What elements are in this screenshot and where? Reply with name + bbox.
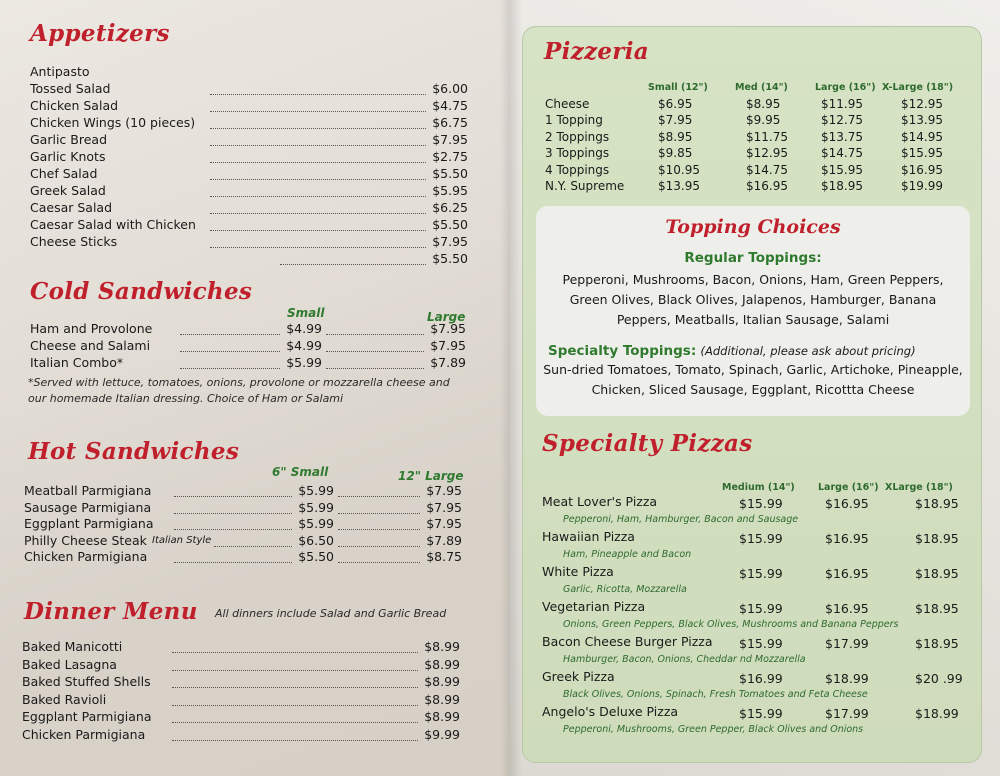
regular-toppings-line2: Green Olives, Black Olives, Jalapenos, Hamburger, Banana xyxy=(569,292,937,307)
dot-leader xyxy=(210,83,426,95)
specialty-pizza-description: Pepperoni, Ham, Hamburger, Bacon and Sausage xyxy=(563,514,799,525)
specialty-pizza-description: Garlic, Ricotta, Mozzarella xyxy=(563,584,687,595)
specialty-toppings-note: (Additional, please ask about pricing) xyxy=(700,344,916,358)
cold-sandwiches-row xyxy=(30,321,466,337)
specialty-pizza-name: Vegetarian Pizza xyxy=(542,599,646,614)
dot-leader xyxy=(326,323,424,335)
small-price: $5.99 xyxy=(298,516,334,531)
appetizers-heading: Appetizers xyxy=(30,20,170,47)
appetizer-row xyxy=(30,115,468,131)
dinner-name: Baked Stuffed Shells xyxy=(22,674,151,689)
dot-leader xyxy=(174,502,292,514)
specialty-pizza-price: $16.95 xyxy=(825,531,869,546)
appetizer-row xyxy=(30,149,468,165)
large-price: $7.95 xyxy=(426,499,462,515)
cold-note-line2: our homemade Italian dressing. Choice of Ham or Salami xyxy=(28,392,344,405)
cold-sandwiches-name: Cheese and Salami xyxy=(30,338,151,353)
appetizer-row xyxy=(30,64,468,80)
hot-col-small: 6" Small xyxy=(272,465,329,479)
hot-sandwiches-row xyxy=(24,516,462,532)
pizza-price: $14.75 xyxy=(746,162,788,177)
large-price: $7.95 xyxy=(430,338,466,353)
dot-leader xyxy=(210,134,426,146)
hot-sandwiches-row xyxy=(24,483,462,499)
dinner-note: All dinners include Salad and Garlic Bread xyxy=(215,607,447,620)
pizza-row-name: N.Y. Supreme xyxy=(545,179,625,193)
dinner-price: $8.99 xyxy=(424,674,460,689)
dinner-price: $8.99 xyxy=(424,656,460,672)
cold-sandwiches-name: Italian Combo* xyxy=(30,355,124,370)
dot-leader xyxy=(210,219,426,231)
cold-col-small: Small xyxy=(287,306,325,320)
cold-sandwiches-name: Ham and Provolone xyxy=(30,321,153,336)
appetizer-name: Chicken Salad xyxy=(30,98,119,113)
pizza-price: $14.95 xyxy=(901,129,943,144)
specialty-toppings-header xyxy=(548,343,916,359)
appetizer-row xyxy=(30,251,468,267)
appetizer-name: Chef Salad xyxy=(30,166,98,181)
pizzeria-row xyxy=(545,145,957,161)
hot-sandwiches-row xyxy=(24,549,462,565)
dot-leader xyxy=(210,168,426,180)
cold-sandwiches-row xyxy=(30,338,466,354)
dot-leader xyxy=(172,729,418,741)
specialty-pizza-price: $18.99 xyxy=(825,671,869,686)
large-price: $7.95 xyxy=(426,516,462,531)
pizza-row-name: 3 Toppings xyxy=(545,146,610,161)
appetizer-price: $6.75 xyxy=(432,115,468,130)
topping-choices-heading: Topping Choices xyxy=(665,216,841,238)
pizza-price: $18.95 xyxy=(821,179,863,193)
pizza-price: $15.95 xyxy=(821,162,863,177)
dot-leader xyxy=(180,357,280,369)
regular-toppings-line1: Pepperoni, Mushrooms, Bacon, Onions, Ham, Green Peppers, xyxy=(562,272,944,287)
pizzeria-row xyxy=(545,162,957,178)
pizza-price: $8.95 xyxy=(746,97,781,111)
specialty-pizza-price: $18.99 xyxy=(915,706,959,721)
dinner-price: $8.99 xyxy=(424,709,460,724)
specialty-pizza-price: $20 .99 xyxy=(915,671,963,686)
appetizer-name: Chicken Wings (10 pieces) xyxy=(30,115,196,130)
specialty-pizza-price: $15.99 xyxy=(739,566,783,581)
dinner-name: Eggplant Parmigiana xyxy=(22,709,152,724)
specialty-pizza-name: Hawaiian Pizza xyxy=(542,529,635,544)
specialty-pizza-price: $18.95 xyxy=(915,566,959,581)
pizza-price: $12.75 xyxy=(821,113,863,128)
pizza-price: $13.75 xyxy=(821,129,863,144)
pizza-price: $9.85 xyxy=(658,146,693,161)
appetizer-price: $7.95 xyxy=(432,132,468,147)
specialty-pizza-name: Meat Lover's Pizza xyxy=(542,494,658,509)
pizzeria-size-header: Small (12") xyxy=(648,82,708,93)
dot-leader xyxy=(210,236,426,248)
small-price: $5.99 xyxy=(298,483,334,498)
specialty-pizza-name: Bacon Cheese Burger Pizza xyxy=(542,634,713,649)
specialty-pizza-price: $15.99 xyxy=(739,706,783,721)
dinner-row xyxy=(22,639,460,655)
dot-leader xyxy=(280,253,426,265)
appetizer-name: Tossed Salad xyxy=(30,81,111,96)
hot-sandwiches-name: Eggplant Parmigiana xyxy=(24,516,154,531)
small-price: $4.99 xyxy=(286,338,322,353)
specialty-pizza-price: $15.99 xyxy=(739,531,783,546)
dinner-price: $8.99 xyxy=(424,691,460,707)
appetizer-price: $7.95 xyxy=(432,234,468,249)
dot-leader xyxy=(172,711,418,723)
pizza-price: $8.95 xyxy=(658,129,693,144)
pizzeria-row xyxy=(545,178,957,194)
small-price: $6.50 xyxy=(298,532,334,548)
appetizer-name: Garlic Bread xyxy=(30,132,108,147)
pizzeria-row xyxy=(545,112,957,128)
specialty-pizza-description: Onions, Green Peppers, Black Olives, Mushrooms and Banana Peppers xyxy=(563,619,899,630)
dot-leader xyxy=(172,659,418,671)
pizzeria-size-header: Med (14") xyxy=(735,82,788,93)
dot-leader xyxy=(210,185,426,197)
cold-sandwiches-heading: Cold Sandwiches xyxy=(30,278,253,305)
large-price: $7.95 xyxy=(430,321,466,336)
dot-leader xyxy=(180,340,280,352)
dinner-name: Baked Lasagna xyxy=(22,656,117,672)
pizza-row-name: 1 Topping xyxy=(545,113,603,128)
dinner-name: Chicken Parmigiana xyxy=(22,726,146,742)
pizza-price: $9.95 xyxy=(746,113,781,128)
pizza-row-name: 4 Toppings xyxy=(545,162,610,177)
specialty-pizza-name: Greek Pizza xyxy=(542,669,615,684)
pizza-price: $6.95 xyxy=(658,97,693,111)
pizza-price: $11.95 xyxy=(821,97,863,111)
hot-sandwiches-heading: Hot Sandwiches xyxy=(28,438,240,465)
large-price: $7.95 xyxy=(426,483,462,498)
specialty-pizza-name: White Pizza xyxy=(542,564,614,579)
appetizer-row xyxy=(30,217,468,233)
pizzeria-row xyxy=(545,96,957,112)
pizza-price: $13.95 xyxy=(658,179,700,193)
specialty-pizza-price: $15.99 xyxy=(739,636,783,651)
appetizer-price: $5.50 xyxy=(432,166,468,181)
dot-leader xyxy=(338,551,420,563)
pizza-price: $14.75 xyxy=(821,146,863,161)
pizza-price: $7.95 xyxy=(658,113,693,128)
small-price: $5.99 xyxy=(286,355,322,370)
hot-sandwiches-name: Philly Cheese Steak xyxy=(24,532,147,548)
specialty-pizza-price: $18.95 xyxy=(915,496,959,511)
specialty-pizza-price: $17.99 xyxy=(825,636,869,651)
dinner-name: Baked Manicotti xyxy=(22,639,123,654)
specialty-pizza-price: $15.99 xyxy=(739,601,783,616)
small-price: $4.99 xyxy=(286,321,322,336)
appetizer-name: Caesar Salad with Chicken xyxy=(30,217,196,232)
specialty-pizza-price: $18.95 xyxy=(915,636,959,651)
specialty-pizzas-heading: Specialty Pizzas xyxy=(542,430,753,457)
appetizer-row xyxy=(30,166,468,182)
appetizer-name: Antipasto xyxy=(30,64,90,79)
specialty-size-header: Large (16") xyxy=(818,482,879,493)
specialty-pizza-price: $16.95 xyxy=(825,601,869,616)
specialty-toppings-line1: Sun-dried Tomatoes, Tomato, Spinach, Garlic, Artichoke, Pineapple, xyxy=(543,362,963,377)
specialty-pizza-price: $16.95 xyxy=(825,496,869,511)
regular-toppings-label: Regular Toppings: xyxy=(684,250,822,266)
dot-leader xyxy=(174,485,292,497)
pizza-price: $19.99 xyxy=(901,179,943,193)
pizza-price: $16.95 xyxy=(901,162,943,177)
dot-leader xyxy=(174,518,292,530)
dot-leader xyxy=(338,535,420,547)
dinner-row xyxy=(22,709,460,725)
page-fold xyxy=(500,0,522,776)
specialty-pizza-price: $16.95 xyxy=(825,566,869,581)
appetizer-price: $5.95 xyxy=(432,183,468,198)
pizza-price: $12.95 xyxy=(746,146,788,161)
specialty-pizza-price: $15.99 xyxy=(739,496,783,511)
specialty-pizza-description: Hamburger, Bacon, Onions, Cheddar nd Mozzarella xyxy=(563,654,806,665)
pizza-price: $13.95 xyxy=(901,113,943,128)
hot-sandwiches-row xyxy=(24,500,462,516)
pizza-price: $15.95 xyxy=(901,146,943,161)
dot-leader xyxy=(172,694,418,706)
hot-col-large: 12" Large xyxy=(398,469,464,483)
dot-leader xyxy=(326,340,424,352)
pizza-price: $11.75 xyxy=(746,129,788,144)
specialty-toppings-label: Specialty Toppings: xyxy=(548,343,697,359)
appetizer-row xyxy=(30,132,468,148)
large-price: $7.89 xyxy=(426,532,462,548)
large-price: $8.75 xyxy=(426,549,462,564)
specialty-pizza-price: $16.99 xyxy=(739,671,783,686)
appetizer-name: Caesar Salad xyxy=(30,200,113,215)
small-price: $5.50 xyxy=(298,549,334,564)
dinner-row xyxy=(22,692,460,708)
appetizer-name: Cheese Sticks xyxy=(30,234,118,249)
pizza-row-name: Cheese xyxy=(545,97,590,111)
large-price: $7.89 xyxy=(430,355,466,370)
pizzeria-size-header: X-Large (18") xyxy=(882,82,954,93)
pizzeria-size-header: Large (16") xyxy=(815,82,876,93)
appetizer-price: $5.50 xyxy=(432,217,468,232)
appetizer-price: $6.25 xyxy=(432,200,468,215)
specialty-pizza-description: Black Olives, Onions, Spinach, Fresh Tomatoes and Feta Cheese xyxy=(563,689,868,700)
specialty-pizza-price: $17.99 xyxy=(825,706,869,721)
appetizer-row xyxy=(30,81,468,97)
dot-leader xyxy=(210,202,426,214)
appetizer-row xyxy=(30,234,468,250)
specialty-pizza-name: Angelo's Deluxe Pizza xyxy=(542,704,679,719)
dinner-price: $9.99 xyxy=(424,726,460,742)
hot-sandwiches-row xyxy=(24,533,462,549)
appetizer-name: Garlic Knots xyxy=(30,149,106,164)
appetizer-row xyxy=(30,200,468,216)
cold-note-line1: *Served with lettuce, tomatoes, onions, provolone or mozzarella cheese and xyxy=(28,376,450,389)
appetizer-name: Greek Salad xyxy=(30,183,106,198)
dot-leader xyxy=(180,323,280,335)
cold-col-large: Large xyxy=(427,310,466,324)
dinner-price: $8.99 xyxy=(424,639,460,654)
appetizer-row xyxy=(30,98,468,114)
appetizer-price: $5.50 xyxy=(432,251,468,266)
pizza-row-name: 2 Toppings xyxy=(545,129,610,144)
dot-leader xyxy=(326,357,424,369)
dot-leader xyxy=(210,117,426,129)
dinner-row xyxy=(22,727,460,743)
hot-sandwiches-name: Meatball Parmigiana xyxy=(24,483,152,498)
appetizer-price: $6.00 xyxy=(432,81,468,96)
dot-leader xyxy=(338,502,420,514)
dot-leader xyxy=(338,518,420,530)
specialty-toppings-line2: Chicken, Sliced Sausage, Eggplant, Ricottta Cheese xyxy=(591,382,915,397)
pizza-price: $16.95 xyxy=(746,179,788,193)
specialty-size-header: XLarge (18") xyxy=(885,482,953,493)
dot-leader xyxy=(172,676,418,688)
small-price: $5.99 xyxy=(298,499,334,515)
regular-toppings-line3: Peppers, Meatballs, Italian Sausage, Salami xyxy=(616,312,890,327)
dinner-row xyxy=(22,674,460,690)
specialty-pizza-description: Ham, Pineapple and Bacon xyxy=(563,549,692,560)
specialty-pizza-price: $18.95 xyxy=(915,601,959,616)
dot-leader xyxy=(210,151,426,163)
appetizer-price: $2.75 xyxy=(432,149,468,164)
pizza-price: $10.95 xyxy=(658,162,700,177)
dinner-menu-heading: Dinner Menu xyxy=(24,598,198,625)
dinner-row xyxy=(22,657,460,673)
specialty-size-header: Medium (14") xyxy=(722,482,795,493)
cold-sandwiches-row xyxy=(30,355,466,371)
dinner-name: Baked Ravioli xyxy=(22,691,107,707)
specialty-pizza-price: $18.95 xyxy=(915,531,959,546)
appetizer-row xyxy=(30,183,468,199)
pizzeria-row xyxy=(545,129,957,145)
dot-leader xyxy=(214,535,292,547)
dot-leader xyxy=(172,641,418,653)
dot-leader xyxy=(338,485,420,497)
appetizer-price: $4.75 xyxy=(432,98,468,113)
dot-leader xyxy=(174,551,292,563)
specialty-pizza-description: Pepperoni, Mushrooms, Green Pepper, Black Olives and Onions xyxy=(563,724,864,735)
hot-sandwiches-name: Chicken Parmigiana xyxy=(24,549,148,564)
pizzeria-heading: Pizzeria xyxy=(544,38,649,65)
hot-sandwiches-name: Sausage Parmigiana xyxy=(24,499,152,515)
pizza-price: $12.95 xyxy=(901,97,943,111)
dot-leader xyxy=(210,100,426,112)
item-style-note: Italian Style xyxy=(152,534,212,546)
